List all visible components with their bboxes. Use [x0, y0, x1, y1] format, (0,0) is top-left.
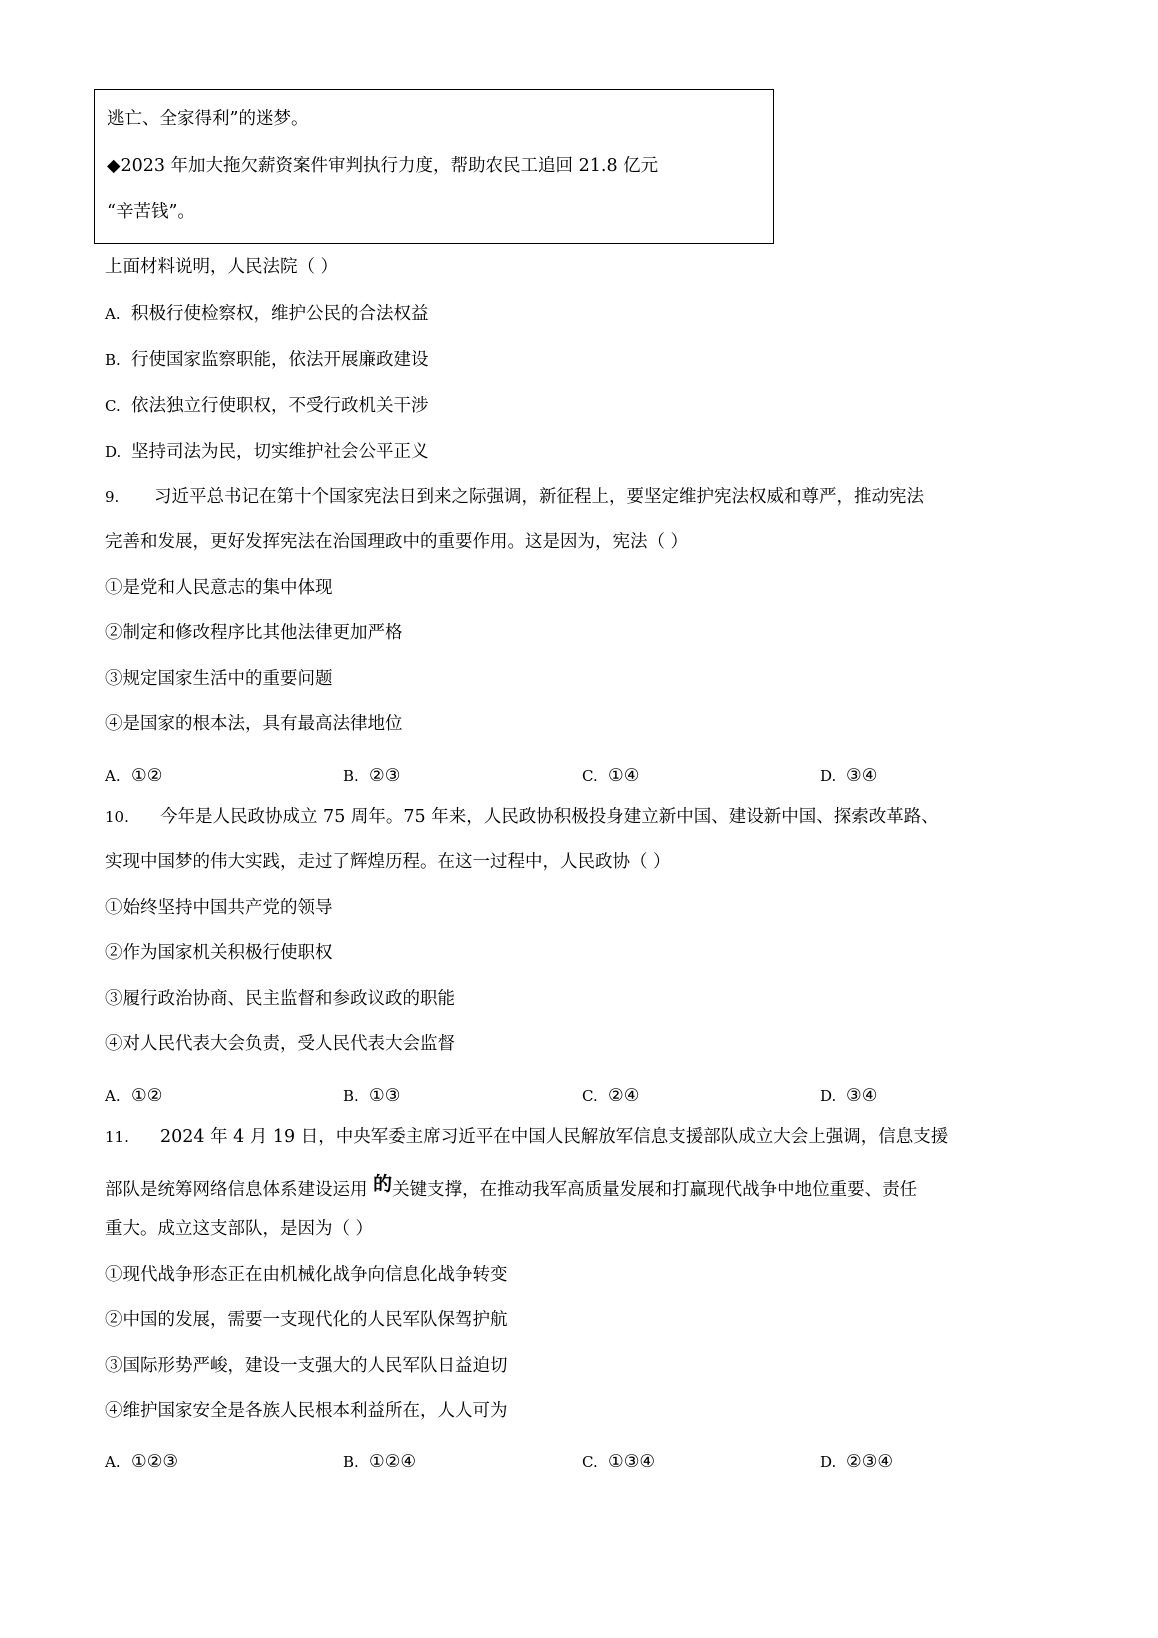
q10-number: 10. — [105, 808, 129, 826]
q11-choice-a-text: ①②③ — [131, 1452, 179, 1472]
q9-stem-line-1: 习近平总书记在第十个国家宪法日到来之际强调，新征程上，要坚定维护宪法权威和尊严，推动宪法 — [154, 487, 924, 507]
material-line-2: ◆2023 年加大拖欠薪资案件审判执行力度，帮助农民工追回 21.8 亿元 — [107, 156, 659, 176]
q9-choice-a-text: ①② — [131, 766, 163, 786]
q11-item-4: ④维护国家安全是各族人民根本利益所在，人人可为 — [105, 1401, 508, 1421]
q9-choice-d[interactable] — [820, 765, 877, 787]
q10-choice-c-letter: C. — [582, 1087, 598, 1105]
q10-choice-c-text: ②④ — [608, 1086, 640, 1106]
q11-stem-line-3: 重大。成立这支部队，是因为（ ） — [105, 1219, 374, 1239]
q9-choice-a[interactable] — [105, 765, 162, 787]
material-line-1: 逃亡、全家得利”的迷梦。 — [107, 109, 309, 129]
q9-choice-d-letter: D. — [820, 767, 837, 785]
q11-choice-c-letter: C. — [582, 1453, 598, 1471]
q9-item-1: ①是党和人民意志的集中体现 — [105, 578, 333, 598]
q10-item-3: ③履行政治协商、民主监督和参政议政的职能 — [105, 989, 455, 1009]
q11-stem-line-2 — [105, 1173, 918, 1201]
q8-option-b-text: 行使国家监察职能，依法开展廉政建设 — [131, 350, 429, 370]
q11-stem-line-2a: 部队是统筹网络信息体系建设运用 — [105, 1180, 374, 1200]
q11-stem-line-1: 2024 年 4 月 19 日，中央军委主席习近平在中国人民解放军信息支援部队成立大会上强调，信息支援 — [160, 1127, 949, 1147]
q10-choice-d[interactable] — [820, 1085, 877, 1107]
q10-choice-d-text: ③④ — [846, 1086, 878, 1106]
q11-stem-line-2b: 关键支撑，在推动我军高质量发展和打赢现代战争中地位重要、责任 — [392, 1180, 918, 1200]
q11-number: 11. — [105, 1128, 129, 1146]
q8-option-c-text: 依法独立行使职权，不受行政机关干涉 — [131, 396, 429, 416]
q11-choice-c-text: ①③④ — [608, 1452, 656, 1472]
q11-choice-b-text: ①②④ — [369, 1452, 417, 1472]
q10-item-4: ④对人民代表大会负责，受人民代表大会监督 — [105, 1034, 455, 1054]
q10-choice-a[interactable] — [105, 1085, 162, 1107]
q8-option-c-letter: C. — [105, 397, 121, 415]
material-line-3: “辛苦钱”。 — [107, 202, 195, 222]
q9-choice-c-letter: C. — [582, 767, 598, 785]
q10-choice-b[interactable] — [343, 1085, 400, 1107]
q8-option-a[interactable] — [105, 303, 429, 325]
q10-item-1: ①始终坚持中国共产党的领导 — [105, 898, 333, 918]
q11-stem-de: 的 — [373, 1173, 393, 1195]
q11-item-3: ③国际形势严峻，建设一支强大的人民军队日益迫切 — [105, 1356, 508, 1376]
q10-choice-a-text: ①② — [131, 1086, 163, 1106]
q10-stem-line-1: 今年是人民政协成立 75 周年。75 年来，人民政协积极投身建立新中国、建设新中国、探索改革路、 — [160, 807, 939, 827]
q8-option-c[interactable] — [105, 395, 429, 417]
q8-option-a-letter: A. — [105, 305, 121, 323]
q9-item-3: ③规定国家生活中的重要问题 — [105, 669, 333, 689]
q10-stem-line-2: 实现中国梦的伟大实践，走过了辉煌历程。在这一过程中，人民政协（ ） — [105, 852, 671, 872]
q11-choice-d-text: ②③④ — [846, 1452, 894, 1472]
q11-choice-b-letter: B. — [343, 1453, 359, 1471]
q8-option-a-text: 积极行使检察权，维护公民的合法权益 — [131, 304, 429, 324]
q11-choice-a[interactable] — [105, 1451, 178, 1473]
q9-choice-b-letter: B. — [343, 767, 359, 785]
q9-number: 9. — [105, 488, 120, 506]
q9-choice-d-text: ③④ — [846, 766, 878, 786]
q10-choice-d-letter: D. — [820, 1087, 837, 1105]
q8-option-d[interactable] — [105, 441, 429, 463]
q11-choice-d-letter: D. — [820, 1453, 837, 1471]
q9-choice-c-text: ①④ — [608, 766, 640, 786]
q9-item-4: ④是国家的根本法，具有最高法律地位 — [105, 714, 403, 734]
q9-item-2: ②制定和修改程序比其他法律更加严格 — [105, 623, 403, 643]
q10-choice-a-letter: A. — [105, 1087, 121, 1105]
q8-option-b-letter: B. — [105, 351, 121, 369]
q11-item-2: ②中国的发展，需要一支现代化的人民军队保驾护航 — [105, 1310, 508, 1330]
q11-choice-c[interactable] — [582, 1451, 655, 1473]
q11-choice-a-letter: A. — [105, 1453, 121, 1471]
q11-item-1: ①现代战争形态正在由机械化战争向信息化战争转变 — [105, 1265, 508, 1285]
q8-option-b[interactable] — [105, 349, 429, 371]
q10-choice-b-text: ①③ — [369, 1086, 401, 1106]
q9-choice-b-text: ②③ — [369, 766, 401, 786]
q9-stem-line-2: 完善和发展，更好发挥宪法在治国理政中的重要作用。这是因为，宪法（ ） — [105, 532, 689, 552]
q9-choice-c[interactable] — [582, 765, 639, 787]
q10-choice-c[interactable] — [582, 1085, 639, 1107]
q11-choice-d[interactable] — [820, 1451, 893, 1473]
q9-choice-a-letter: A. — [105, 767, 121, 785]
q8-option-d-text: 坚持司法为民，切实维护社会公平正义 — [131, 442, 429, 462]
q9-choice-b[interactable] — [343, 765, 400, 787]
q10-choice-b-letter: B. — [343, 1087, 359, 1105]
q8-option-d-letter: D. — [105, 443, 122, 461]
q8-stem: 上面材料说明，人民法院（ ） — [105, 257, 339, 277]
q11-choice-b[interactable] — [343, 1451, 416, 1473]
q10-item-2: ②作为国家机关积极行使职权 — [105, 943, 333, 963]
